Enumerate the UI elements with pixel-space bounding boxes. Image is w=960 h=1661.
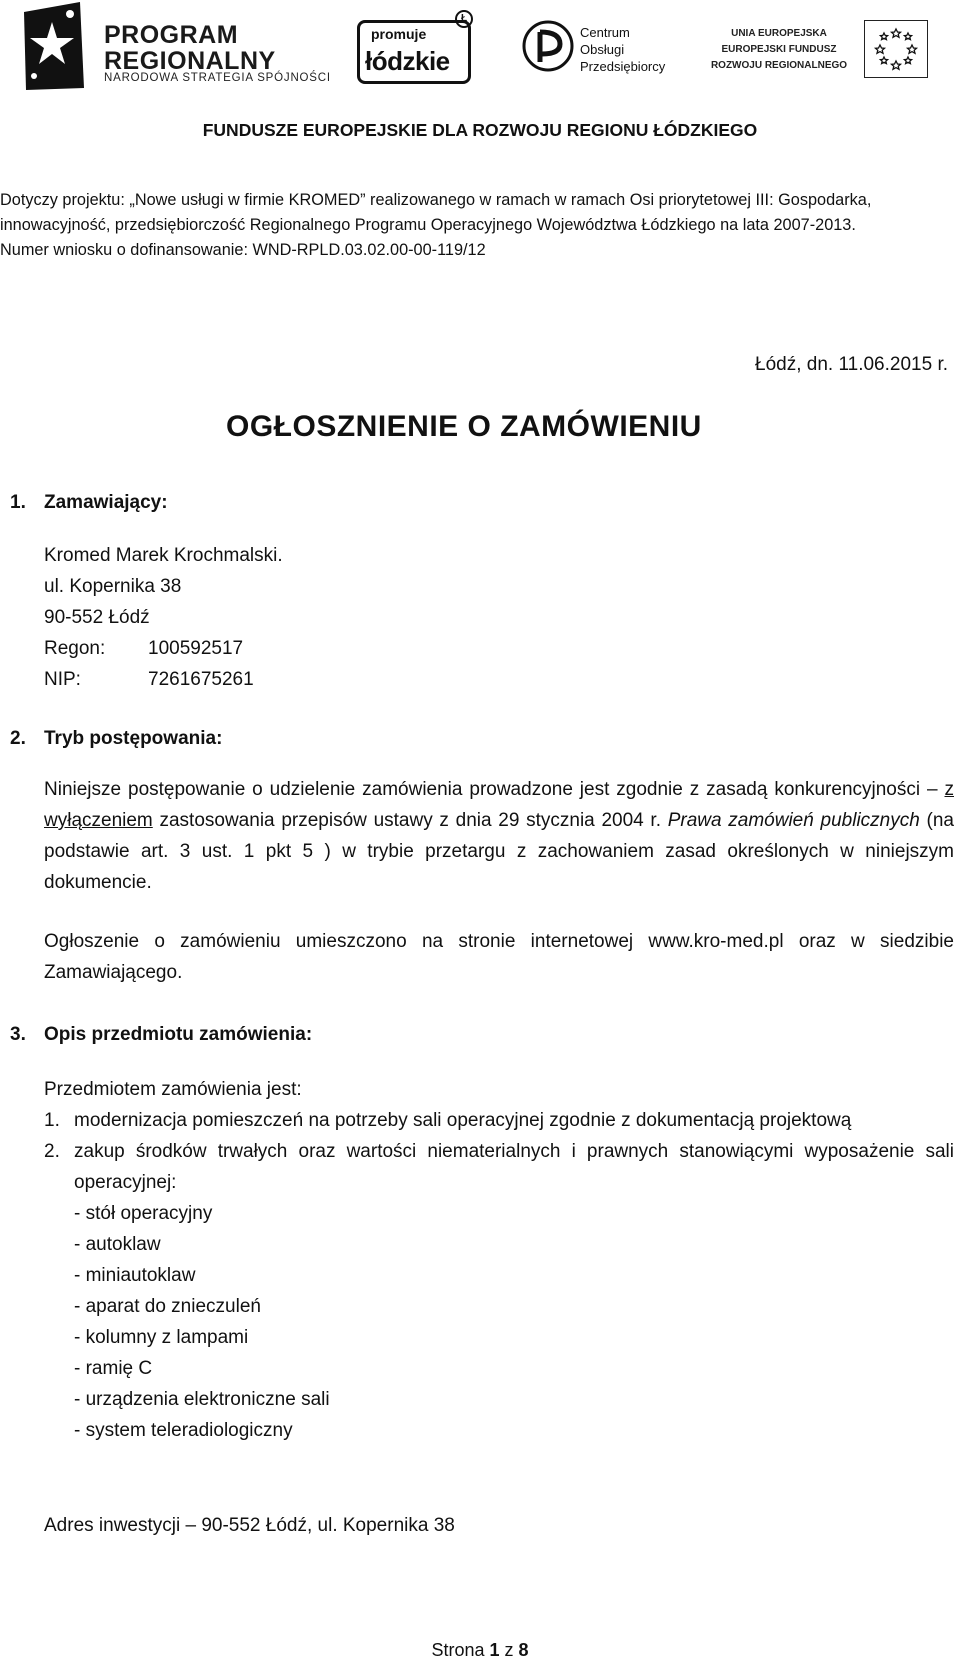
order-items-list bbox=[44, 1105, 954, 1198]
program-regionalny-star-icon bbox=[22, 2, 86, 90]
project-description: Dotyczy projektu: „Nowe usługi w firmie KROMED” realizowanego w ramach w ramach Osi priorytetowej III: Gospodarka, innowacyjność, przedsiębiorczość Regionalnego Programu Operacyjnego Województwa Łódzkiego na lata 2007-2013. Numer wniosku o dofinansowanie: WND-RPLD.03.02.00-00-119/12 bbox=[0, 188, 960, 263]
program-regionalny-logo-subtitle: NARODOWA STRATEGIA SPÓJNOŚCI bbox=[104, 72, 331, 84]
section-1-heading: 1. Zamawiający: bbox=[10, 492, 168, 513]
equipment-item: - system teleradiologiczny bbox=[74, 1420, 293, 1441]
header-logos bbox=[0, 0, 960, 110]
page-title: OGŁOSZNIENIE O ZAMÓWIENIU bbox=[226, 410, 702, 443]
nip-row: NIP: 7261675261 bbox=[44, 669, 254, 690]
equipment-item: - urządzenia elektroniczne sali bbox=[74, 1389, 330, 1410]
section-2-heading: 2. Tryb postępowania: bbox=[10, 728, 223, 749]
company-city: 90-552 Łódź bbox=[44, 607, 150, 628]
cop-logo-icon bbox=[522, 20, 574, 72]
announcement-paragraph: Ogłoszenie o zamówieniu umieszczono na stronie internetowej www.kro-med.pl oraz w siedzibie Zamawiającego. bbox=[44, 931, 954, 983]
section-3-heading: 3. Opis przedmiotu zamówienia: bbox=[10, 1024, 313, 1045]
eu-logo-text: UNIA EUROPEJSKA EUROPEJSKI FUNDUSZ ROZWOJU REGIONALNEGO bbox=[710, 28, 848, 71]
company-name: Kromed Marek Krochmalski. bbox=[44, 545, 283, 566]
company-street: ul. Kopernika 38 bbox=[44, 576, 182, 597]
program-regionalny-logo-text: PROGRAM REGIONALNY bbox=[104, 21, 276, 75]
list-item: 2. zakup środków trwałych oraz wartości niematerialnych i prawnych stanowiącymi wyposażenie sali operacyjnej: bbox=[44, 1141, 954, 1193]
investment-address: Adres inwestycji – 90-552 Łódź, ul. Kopernika 38 bbox=[44, 1515, 455, 1536]
equipment-item: - miniautoklaw bbox=[74, 1265, 196, 1286]
funds-title: FUNDUSZE EUROPEJSKIE DLA ROZWOJU REGIONU ŁÓDZKIEGO bbox=[202, 120, 758, 140]
order-intro: Przedmiotem zamówienia jest: bbox=[44, 1079, 302, 1100]
equipment-item: - autoklaw bbox=[74, 1234, 161, 1255]
equipment-list bbox=[44, 1198, 954, 1446]
procedure-paragraph: Niniejsze postępowanie o udzielenie zamówienia prowadzone jest zgodnie z zasadą konkurencyjności – z wyłączeniem zastosowania przepisów ustawy z dnia 29 stycznia 2004 r. Prawa zamówień publicznych (na podstawie art. 3 ust. 1 pkt 5 ) w trybie przetargu z zachowaniem zasad określonych w niniejszym dokumencie. bbox=[44, 779, 954, 893]
cop-logo-text: Centrum Obsługi Przedsiębiorcy bbox=[580, 25, 666, 74]
equipment-item: - aparat do znieczuleń bbox=[74, 1296, 261, 1317]
date-line: Łódź, dn. 11.06.2015 r. bbox=[755, 354, 948, 375]
page-footer: Strona 1 z 8 bbox=[431, 1640, 529, 1660]
list-item: 1. modernizacja pomieszczeń na potrzeby sali operacyjnej zgodnie z dokumentacją projektową bbox=[44, 1110, 852, 1131]
eu-flag-icon bbox=[864, 20, 928, 78]
ordering-party-details bbox=[44, 540, 954, 695]
application-number: Numer wniosku o dofinansowanie: WND-RPLD.03.02.00-00-119/12 bbox=[0, 241, 486, 259]
equipment-item: - ramię C bbox=[74, 1358, 153, 1379]
regon-row: Regon: 100592517 bbox=[44, 638, 244, 659]
equipment-item: - stół operacyjny bbox=[74, 1203, 213, 1224]
equipment-item: - kolumny z lampami bbox=[74, 1327, 249, 1348]
order-description bbox=[44, 1074, 954, 1446]
promuje-lodzkie-logo: promuje łódzkie Ł bbox=[357, 12, 477, 78]
